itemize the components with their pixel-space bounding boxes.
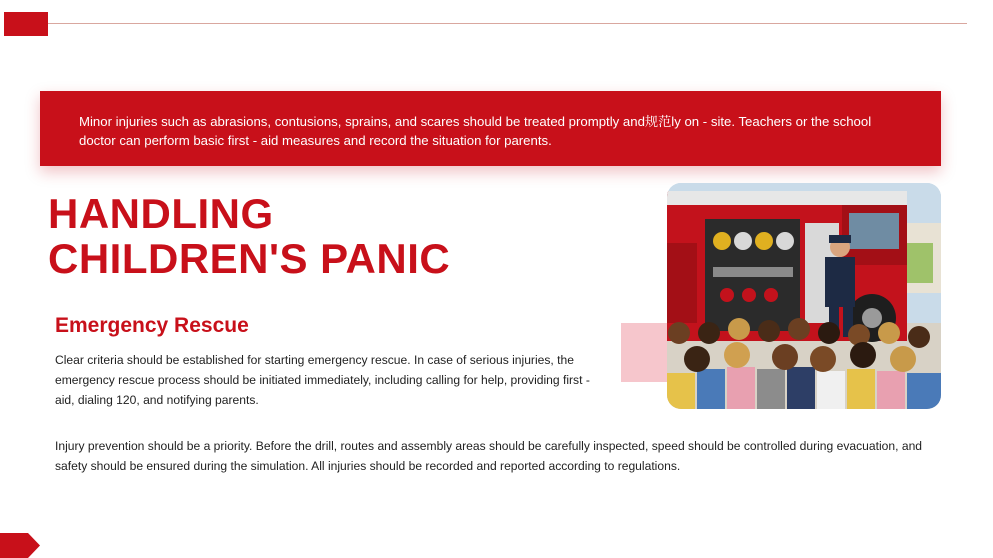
fire-truck-photo [667,183,941,409]
banner-text: Minor injuries such as abrasions, contusions, sprains, and scares should be treated promptly and规范ly on - site. Teachers or the school doctor can perform basic first - aid measures and record the situation for parents. [79,114,872,148]
title-line-1: HANDLING [48,190,274,237]
top-accent-block [4,12,48,36]
corner-arrow-decoration [0,533,40,558]
footer-paragraph: Injury prevention should be a priority. Before the drill, routes and assembly areas should be carefully inspected, speed should be controlled during evacuation, and safety should be ensured during the simulation. All injuries should be recorded and reported according to regulations. [55,439,923,473]
section-paragraph: Clear criteria should be established for starting emergency rescue. In case of serious injuries, the emergency rescue process should be initiated immediately, including calling for help, providing first - aid, dialing 120, and notifying parents. [55,353,590,407]
page-title [48,191,450,281]
info-banner [40,91,941,166]
top-divider-line [48,23,967,24]
section-heading: Emergency Rescue [55,314,249,337]
title-line-2: CHILDREN'S PANIC [48,235,451,282]
fire-truck-illustration [667,183,941,409]
